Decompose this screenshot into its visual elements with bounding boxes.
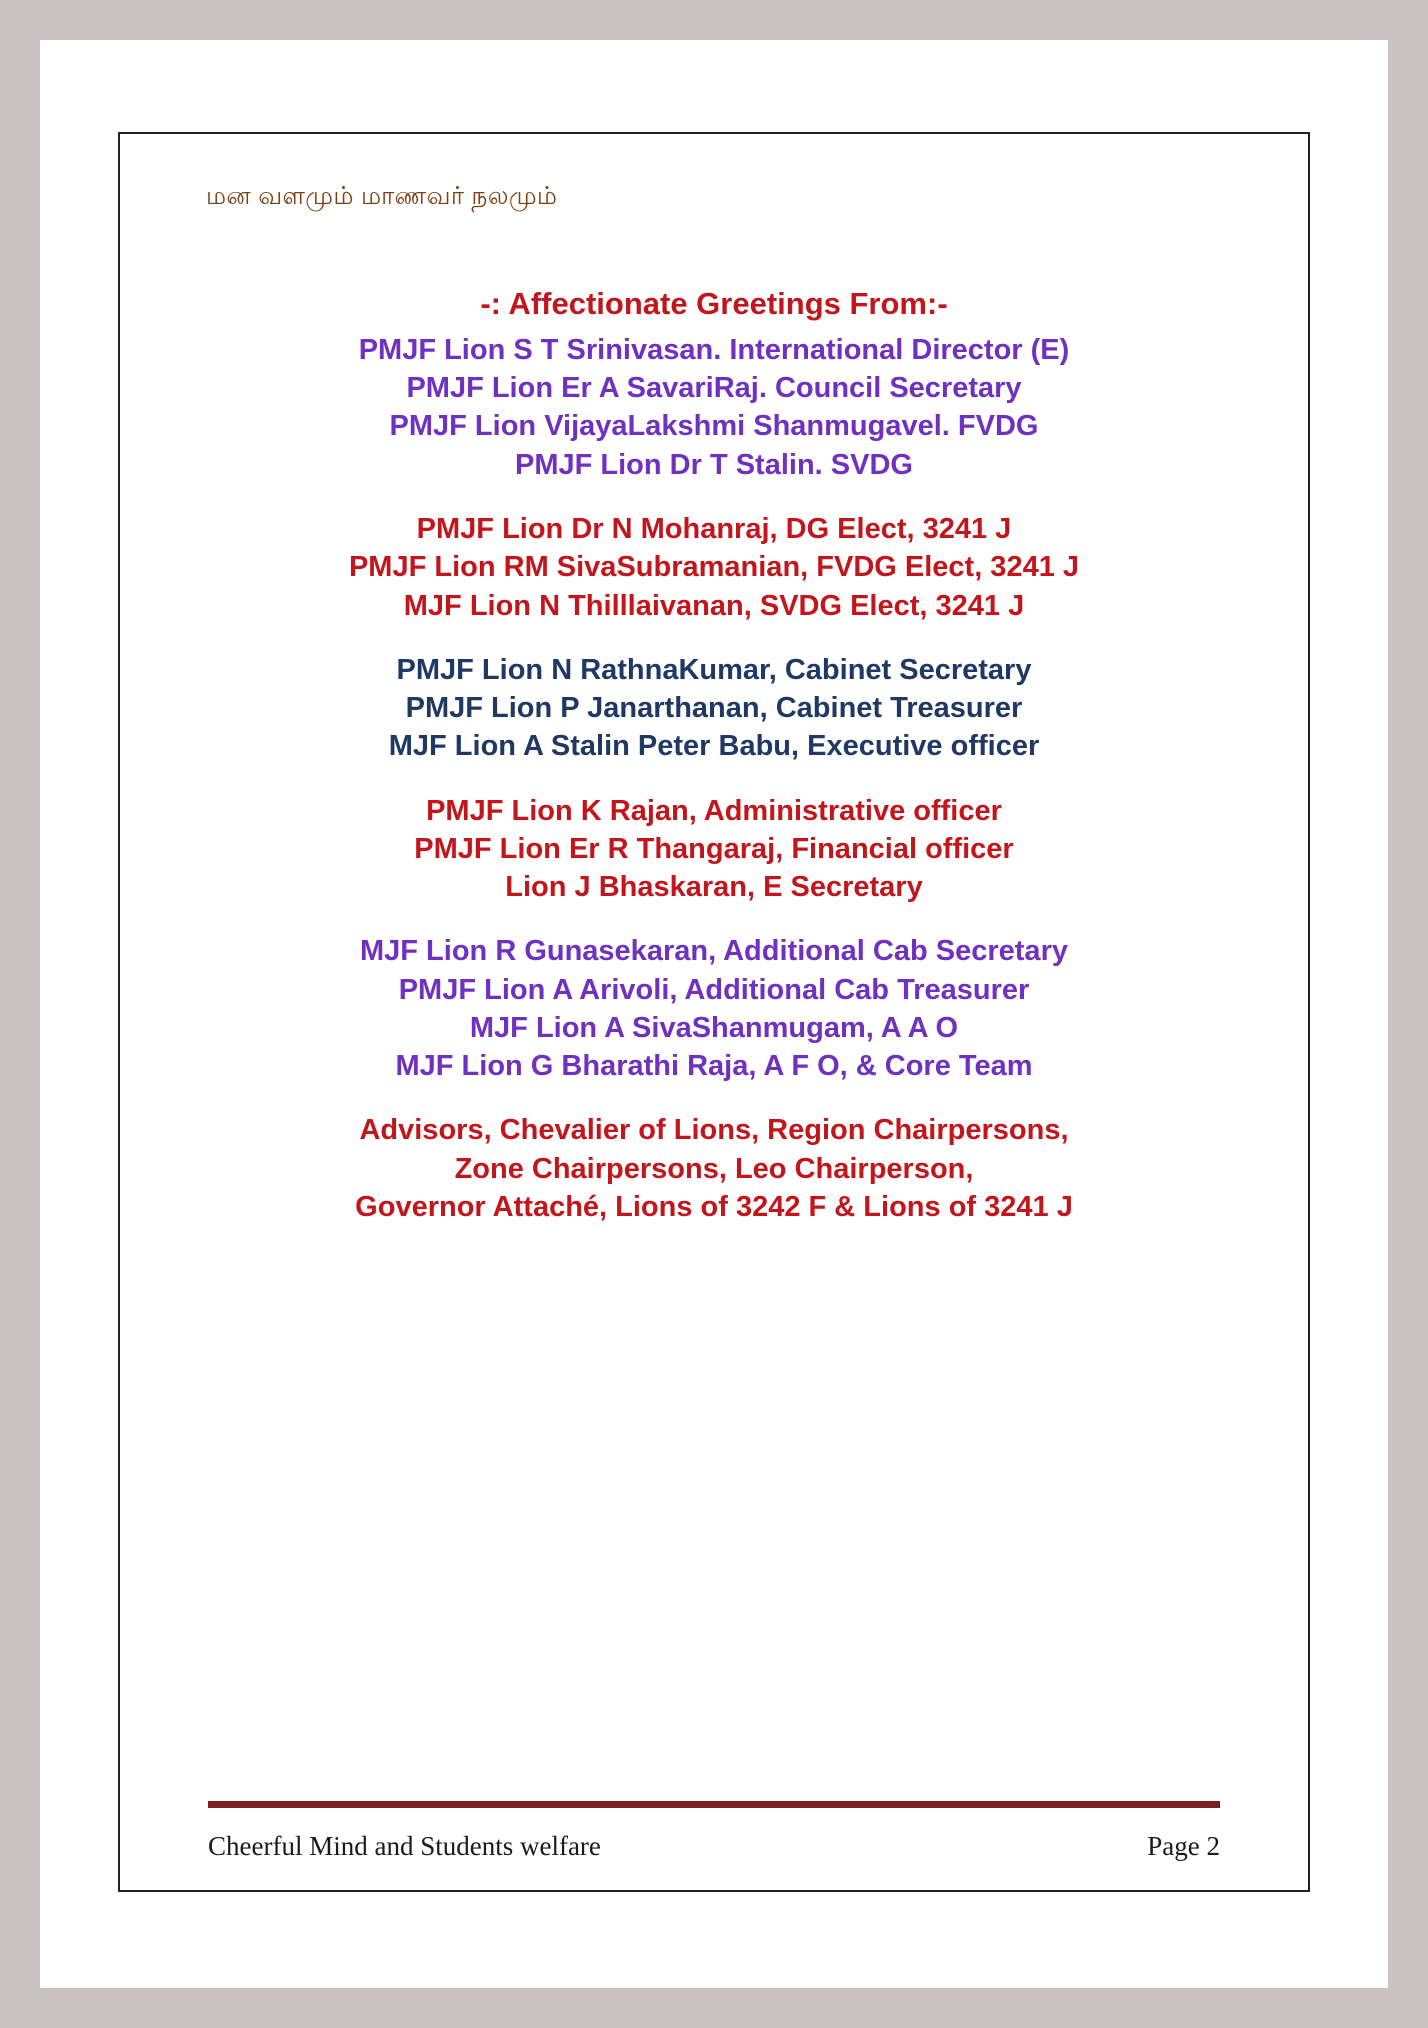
greeting-group	[120, 651, 1308, 766]
greeting-group	[120, 510, 1308, 625]
greeting-line: Advisors, Chevalier of Lions, Region Chairpersons,	[359, 1114, 1069, 1147]
page-footer	[208, 1831, 1220, 1862]
greeting-group	[120, 792, 1308, 907]
greeting-line: MJF Lion A SivaShanmugam, A A O	[469, 1011, 959, 1044]
greeting-group	[120, 932, 1308, 1085]
greeting-line: PMJF Lion N RathnaKumar, Cabinet Secretary	[396, 653, 1032, 686]
footer-left-text: Cheerful Mind and Students welfare	[208, 1831, 601, 1861]
document-frame	[118, 132, 1310, 1892]
greeting-line: Governor Attaché, Lions of 3242 F & Lions of 3241 J	[355, 1190, 1073, 1223]
greeting-group	[120, 1111, 1308, 1226]
greeting-line: MJF Lion N Thilllaivanan, SVDG Elect, 3241 J	[403, 589, 1025, 622]
greeting-line: MJF Lion G Bharathi Raja, A F O, & Core Team	[395, 1050, 1033, 1083]
greeting-line: PMJF Lion S T Srinivasan. International Director (E)	[358, 333, 1070, 366]
greeting-line: PMJF Lion Er A SavariRaj. Council Secretary	[406, 372, 1022, 405]
greeting-line: PMJF Lion RM SivaSubramanian, FVDG Elect, 3241 J	[348, 551, 1080, 584]
greeting-group	[120, 331, 1308, 484]
greeting-line: PMJF Lion A Arivoli, Additional Cab Treasurer	[398, 973, 1030, 1006]
footer-page-number: Page 2	[1147, 1831, 1220, 1861]
greetings-content	[120, 284, 1308, 1252]
greeting-line: MJF Lion A Stalin Peter Babu, Executive officer	[388, 730, 1040, 763]
page-sheet	[40, 40, 1388, 1988]
greetings-title: -: Affectionate Greetings From:-	[480, 286, 948, 321]
greeting-line: PMJF Lion Dr N Mohanraj, DG Elect, 3241 J	[416, 512, 1012, 545]
greeting-line: PMJF Lion K Rajan, Administrative officer	[426, 794, 1002, 827]
footer-divider	[208, 1801, 1220, 1808]
greeting-line: Lion J Bhaskaran, E Secretary	[505, 871, 923, 904]
greetings-groups	[120, 331, 1308, 1226]
greeting-line: PMJF Lion Dr T Stalin. SVDG	[515, 448, 913, 481]
greeting-line: Zone Chairpersons, Leo Chairperson,	[454, 1152, 974, 1185]
greeting-line: PMJF Lion Er R Thangaraj, Financial officer	[414, 832, 1014, 865]
greeting-line: PMJF Lion P Janarthanan, Cabinet Treasurer	[405, 692, 1023, 725]
greeting-line: PMJF Lion VijayaLakshmi Shanmugavel. FVDG	[389, 410, 1039, 443]
greeting-line: MJF Lion R Gunasekaran, Additional Cab Secretary	[360, 935, 1068, 968]
tamil-header-text: மன வளமும் மாணவர் நலமும்	[206, 182, 558, 210]
